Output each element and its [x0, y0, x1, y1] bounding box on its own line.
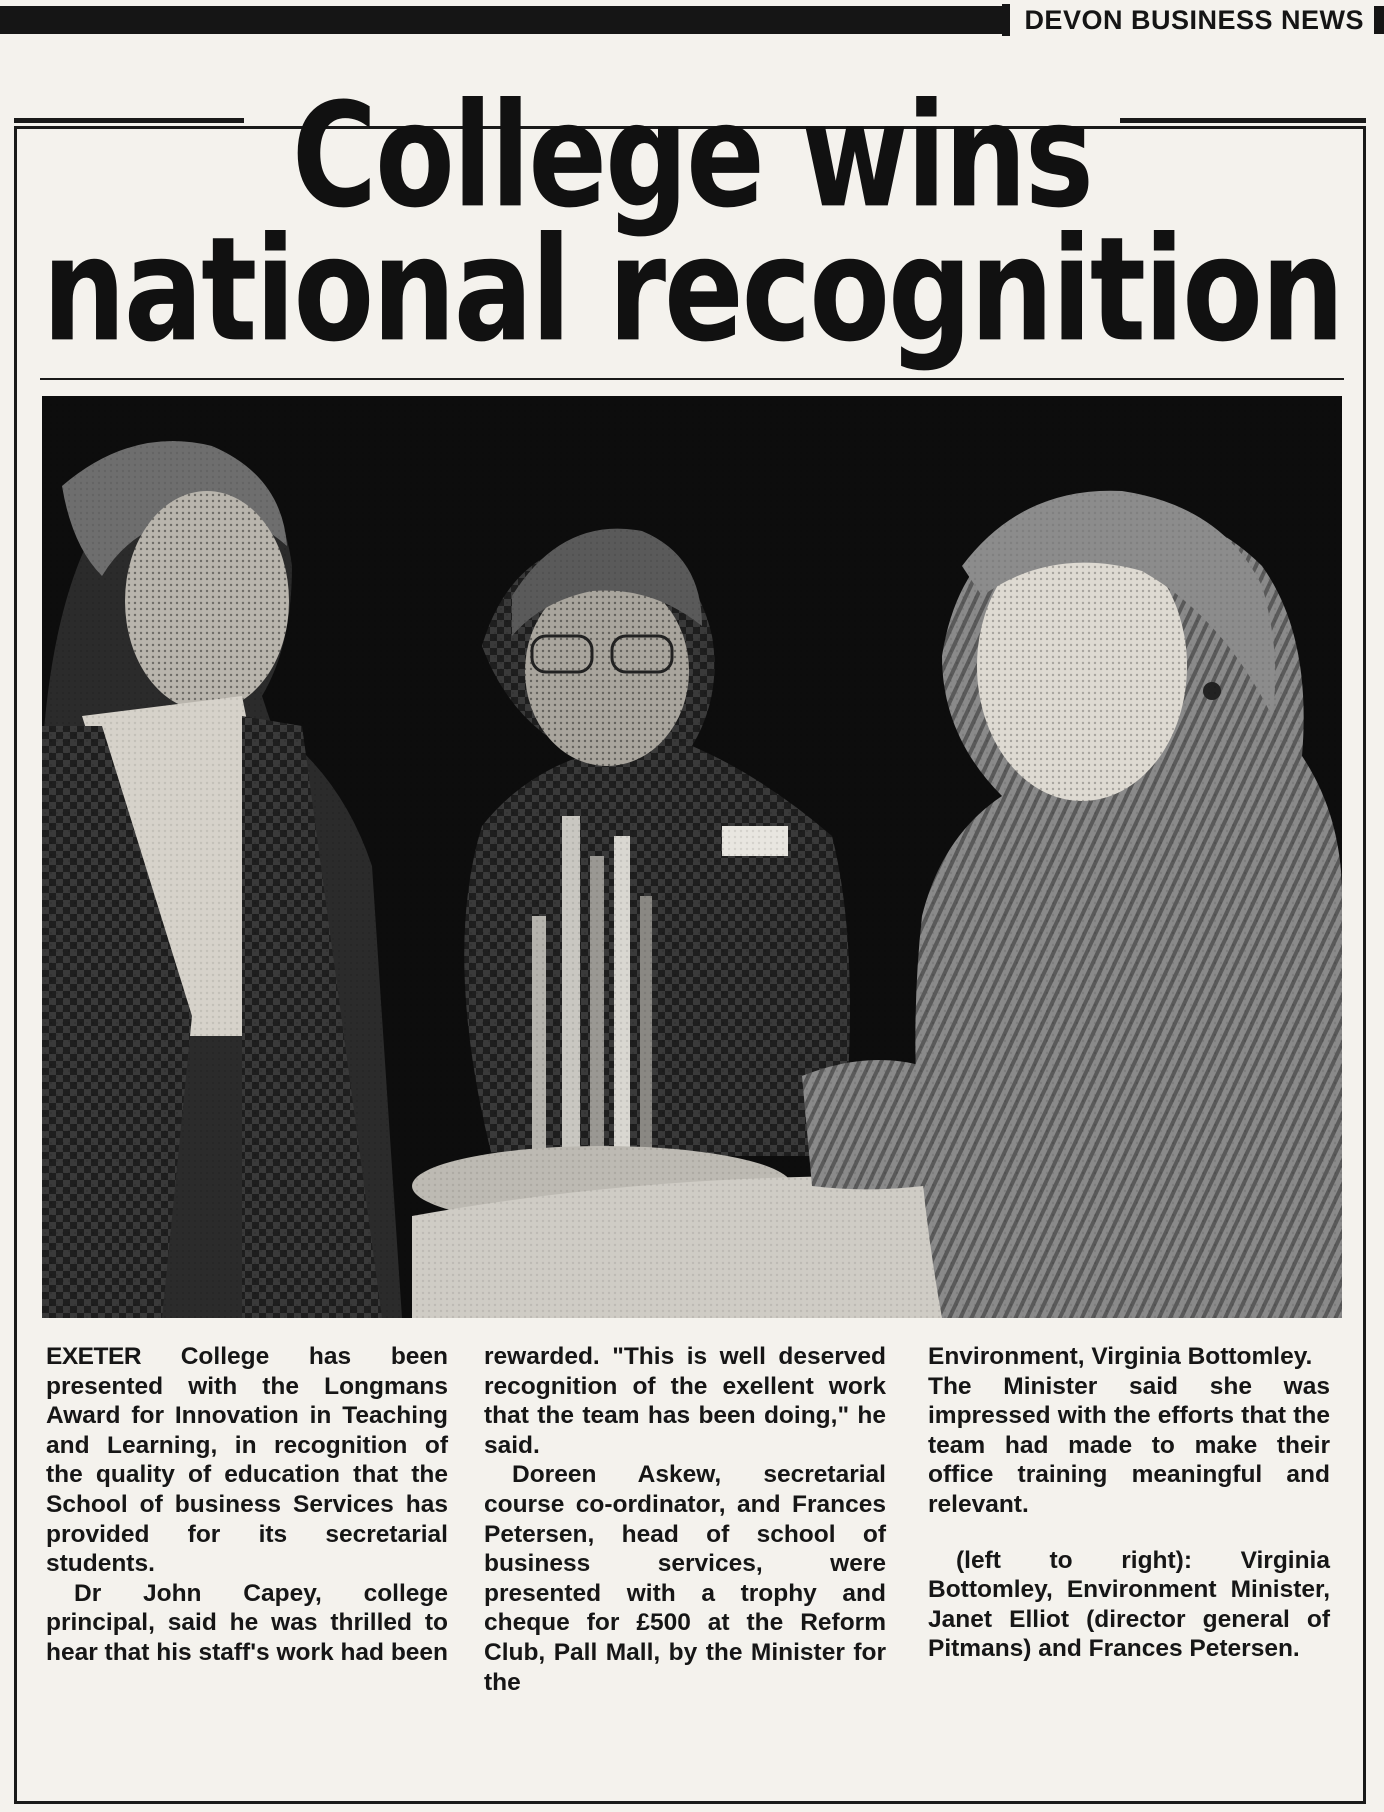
article-body: [42, 1342, 1342, 1792]
dateline: EXETER: [46, 1343, 142, 1370]
photo-caption: (left to right): Virginia Bottomley, Environment Minister, Janet Elliot (director general of Pitmans) and Frances Petersen.: [928, 1546, 1330, 1663]
paragraph: rewarded. "This is well deserved recognition of the exellent work that the team has been doing," he said.: [484, 1343, 886, 1459]
paragraph: Environment, Virginia Bottomley.: [928, 1343, 1313, 1370]
headline-line-1: College wins: [291, 71, 1093, 240]
article-column-1: [46, 1342, 448, 1792]
headline-line-2: national recognition: [41, 205, 1343, 374]
article-column-3: [928, 1342, 1330, 1792]
paragraph: The Minister said she was impressed with the efforts that the team had made to make their office training meaningful and relevant.: [928, 1372, 1330, 1518]
paragraph-text: College has been presented with the Longmans Award for Innovation in Teaching and Learning, in recognition of the quality of education that the School of business Services has provided for its secretarial students.: [46, 1343, 448, 1578]
section-label: DEVON BUSINESS NEWS: [1002, 4, 1374, 36]
paragraph: Doreen Askew, secretarial course co-ordinator, and Frances Petersen, head of school of business services, were presented with a trophy and cheque for £500 at the Reform Club, Pall Mall, by the Minister for the: [484, 1461, 886, 1696]
headline-underline: [40, 378, 1344, 380]
paragraph: Dr John Capey, college principal, said he was thrilled to hear that his staff's work had been: [46, 1579, 449, 1666]
paragraph: [46, 1342, 448, 1579]
article-photo: [42, 396, 1342, 1318]
article-column-2: [484, 1342, 886, 1792]
